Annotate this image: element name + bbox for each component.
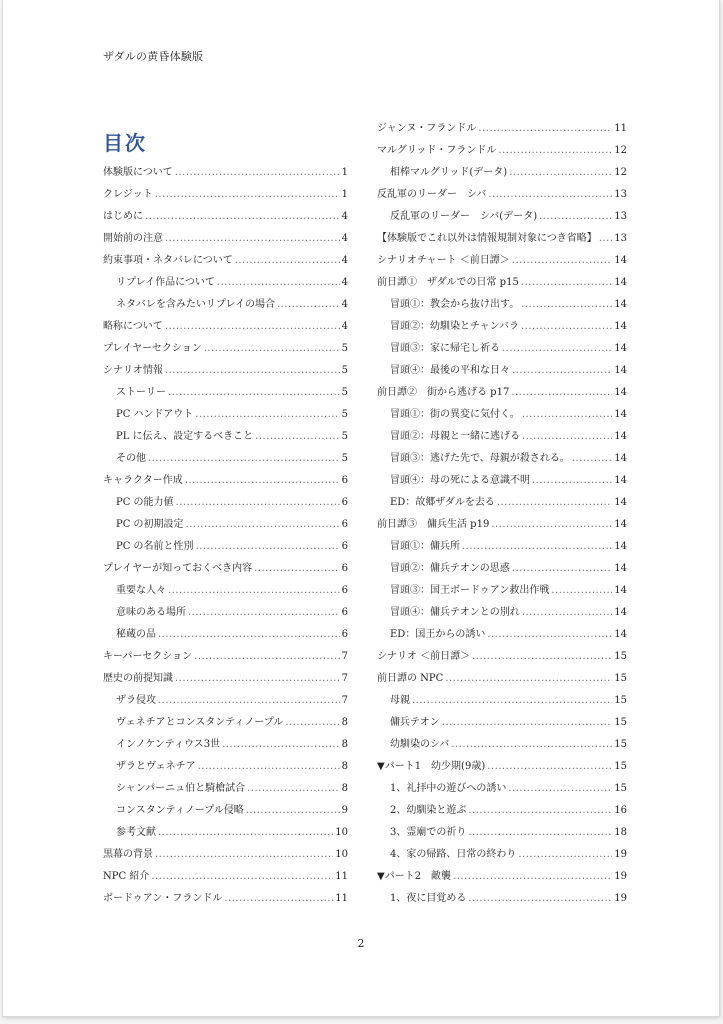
toc-leader-dots (148, 448, 340, 470)
toc-entry[interactable] (103, 426, 348, 448)
toc-entry-page: 15 (614, 717, 627, 728)
toc-entry-title: キーパーセクション (103, 651, 193, 662)
toc-entry[interactable] (377, 426, 627, 448)
toc-entry[interactable] (103, 492, 348, 514)
toc-entry-title: マルグリッド・フランドル (377, 145, 497, 156)
toc-entry-page: 14 (614, 255, 627, 266)
toc-entry[interactable] (377, 470, 627, 492)
toc-leader-dots (445, 668, 612, 690)
toc-entry-page: 4 (341, 255, 348, 266)
toc-entry-title: 冒頭④：傭兵テオンとの別れ (390, 607, 520, 618)
toc-entry-page: 15 (614, 651, 627, 662)
toc-entry-title: ED：国王からの誘い (390, 629, 486, 640)
toc-entry-title: ザラ侵攻 (116, 695, 156, 706)
toc-entry-title: 冒頭②：母親と一緒に逃げる (390, 431, 520, 442)
toc-entry-title: インノケンティウス3世 (116, 739, 221, 750)
toc-entry[interactable] (103, 800, 348, 822)
toc-leader-dots (488, 184, 612, 206)
toc-entry-page: 11 (335, 871, 348, 882)
toc-entry-page: 8 (341, 761, 348, 772)
toc-entry-page: 5 (341, 409, 348, 420)
toc-entry-title: 前日譚③ 傭兵生活 p19 (377, 519, 490, 530)
toc-entry[interactable] (377, 800, 627, 822)
toc-leader-dots (224, 888, 333, 910)
toc-entry-title: 冒頭④：母の死による意識不明 (390, 475, 530, 486)
toc-leader-dots (512, 250, 612, 272)
toc-entry[interactable] (103, 778, 348, 800)
toc-entry[interactable] (103, 338, 348, 360)
toc-leader-dots (521, 272, 612, 294)
toc-entry[interactable] (103, 756, 348, 778)
toc-entry-page: 15 (614, 783, 627, 794)
toc-leader-dots (196, 536, 340, 558)
toc-entry[interactable] (103, 228, 348, 250)
toc-leader-dots (599, 228, 612, 250)
toc-entry-page: 6 (341, 629, 348, 640)
toc-leader-dots (521, 316, 612, 338)
toc-entry-page: 19 (614, 849, 627, 860)
toc-entry[interactable] (377, 514, 627, 536)
toc-entry-title: PC の名前と性別 (116, 541, 194, 552)
toc-entry-title: 4、家の帰路、日常の終わり (390, 849, 517, 860)
toc-entry-page: 4 (341, 299, 348, 310)
toc-entry-page: 14 (614, 519, 627, 530)
toc-entry[interactable] (377, 844, 627, 866)
toc-entry-title: 重要な人々 (116, 585, 166, 596)
toc-entry-page: 14 (614, 453, 627, 464)
toc-entry-title: 反乱軍のリーダー シバ(データ) (390, 211, 538, 222)
toc-entry-title: 2、幼馴染と遊ぶ (390, 805, 467, 816)
toc-leader-dots (168, 382, 340, 404)
toc-entry-page: 14 (614, 343, 627, 354)
toc-leader-dots (572, 448, 612, 470)
toc-entry[interactable] (377, 294, 627, 316)
toc-leader-dots (145, 206, 340, 228)
toc-entry-page: 6 (341, 607, 348, 618)
toc-entry-title: 1、礼拝中の遊びへの誘い (390, 783, 507, 794)
toc-leader-dots (512, 360, 612, 382)
toc-entry-title: ボードゥアン・フランドル (103, 893, 223, 904)
toc-leader-dots (158, 624, 340, 646)
toc-entry-page: 4 (341, 277, 348, 288)
toc-leader-dots (165, 360, 340, 382)
toc-leader-dots (235, 250, 340, 272)
toc-leader-dots (168, 580, 340, 602)
toc-leader-dots (512, 558, 612, 580)
toc-entry-page: 14 (614, 277, 627, 288)
toc-entry-page: 14 (614, 409, 627, 420)
toc-entry-page: 13 (614, 189, 627, 200)
toc-entry[interactable] (103, 602, 348, 624)
toc-entry-title: ザラとヴェネチア (116, 761, 196, 772)
toc-entry-page: 10 (335, 849, 348, 860)
toc-entry-title: 傭兵テオン (390, 717, 440, 728)
toc-leader-dots (451, 734, 612, 756)
toc-leader-dots (151, 866, 333, 888)
toc-entry-title: 略称について (103, 321, 163, 332)
toc-entry-page: 15 (614, 739, 627, 750)
toc-entry-title: ジャンヌ・フランドル (377, 123, 477, 134)
toc-entry[interactable] (103, 690, 348, 712)
toc-entry[interactable] (377, 162, 627, 184)
toc-leader-dots (498, 140, 612, 162)
toc-column-right (377, 118, 627, 910)
toc-entry-page: 19 (614, 893, 627, 904)
toc-entry-title: 歴史の前提知識 (103, 673, 173, 684)
toc-entry-page: 4 (341, 233, 348, 244)
toc-entry-title: ▼パート2 敵襲 (377, 871, 452, 882)
toc-entry[interactable] (377, 866, 627, 888)
toc-entry[interactable] (103, 822, 348, 844)
toc-entry-title: その他 (116, 453, 146, 464)
toc-entry-title: 体験版について (103, 167, 173, 178)
toc-entry[interactable] (377, 184, 627, 206)
toc-entry[interactable] (377, 140, 627, 162)
toc-entry[interactable] (377, 558, 627, 580)
toc-entry-page: 13 (614, 211, 627, 222)
toc-entry-page: 5 (341, 431, 348, 442)
toc-entry[interactable] (103, 470, 348, 492)
toc-entry[interactable] (377, 888, 627, 910)
toc-entry[interactable] (377, 250, 627, 272)
toc-entry-title: 前日譚② 街から逃げる p17 (377, 387, 510, 398)
toc-entry[interactable] (103, 404, 348, 426)
toc-entry-page: 11 (614, 123, 627, 134)
toc-entry-page: 4 (341, 321, 348, 332)
toc-entry[interactable] (103, 294, 348, 316)
toc-leader-dots (502, 338, 612, 360)
toc-leader-dots (175, 668, 340, 690)
toc-entry-title: 3、霊廟での祈り (390, 827, 467, 838)
toc-entry[interactable] (103, 734, 348, 756)
toc-entry-title: 秘蔵の品 (116, 629, 156, 640)
toc-entry-page: 15 (614, 695, 627, 706)
toc-entry[interactable] (377, 756, 627, 778)
toc-entry[interactable] (103, 536, 348, 558)
toc-entry-page: 6 (341, 541, 348, 552)
toc-entry[interactable] (103, 316, 348, 338)
toc-entry[interactable] (377, 712, 627, 734)
toc-entry-title: PC の能力値 (116, 497, 174, 508)
toc-leader-dots (468, 888, 612, 910)
running-header: ザダルの黄昏体験版 (103, 50, 204, 63)
toc-entry[interactable] (377, 822, 627, 844)
toc-leader-dots (518, 844, 612, 866)
toc-entry[interactable] (377, 338, 627, 360)
toc-entry-page: 7 (341, 651, 348, 662)
toc-leader-dots (462, 536, 612, 558)
toc-entry-title: 【体験版でこれ以外は情報規制対象につき省略】 (377, 233, 597, 244)
toc-entry-title: 冒頭①：傭兵所 (390, 541, 460, 552)
toc-entry-page: 14 (614, 431, 627, 442)
toc-entry[interactable] (377, 734, 627, 756)
toc-leader-dots (532, 470, 612, 492)
toc-leader-dots (217, 272, 340, 294)
toc-leader-dots (247, 778, 340, 800)
toc-entry-page: 14 (614, 475, 627, 486)
toc-leader-dots (194, 646, 340, 668)
toc-leader-dots (539, 206, 612, 228)
toc-leader-dots (158, 690, 340, 712)
toc-column-left (103, 162, 348, 910)
toc-entry[interactable] (103, 448, 348, 470)
toc-entry-page: 16 (614, 805, 627, 816)
toc-entry[interactable] (377, 382, 627, 404)
toc-entry[interactable] (103, 888, 348, 910)
toc-entry-title: プレイヤーセクション (103, 343, 202, 354)
toc-entry-title: PC ハンドアウト (116, 409, 194, 420)
toc-entry-title: 冒頭③：家に帰宅し祈る (390, 343, 500, 354)
toc-leader-dots (165, 228, 340, 250)
toc-entry-title: 冒頭②：幼馴染とチャンバラ (390, 321, 519, 332)
toc-entry-title: シナリオチャート ＜前日譚＞ (377, 255, 510, 266)
toc-entry-title: 幼馴染のシバ (390, 739, 450, 750)
toc-entry[interactable] (103, 580, 348, 602)
toc-leader-dots (511, 382, 612, 404)
toc-entry[interactable] (377, 602, 627, 624)
toc-entry-title: シナリオ情報 (103, 365, 163, 376)
toc-leader-dots (551, 580, 612, 602)
toc-leader-dots (198, 756, 340, 778)
toc-entry-page: 5 (341, 343, 348, 354)
toc-entry-page: 19 (614, 871, 627, 882)
toc-entry-page: 6 (341, 563, 348, 574)
toc-entry[interactable] (377, 536, 627, 558)
toc-entry-title: ネタバレを含みたいリプレイの場合 (116, 299, 275, 310)
toc-leader-dots (472, 646, 612, 668)
toc-entry-title: 黒幕の背景 (103, 849, 153, 860)
toc-entry[interactable] (103, 162, 348, 184)
toc-entry-title: 1、夜に目覚める (390, 893, 467, 904)
toc-entry[interactable] (103, 558, 348, 580)
toc-leader-dots (453, 866, 612, 888)
toc-leader-dots (255, 426, 339, 448)
toc-leader-dots (195, 404, 339, 426)
toc-leader-dots (522, 602, 612, 624)
page-number: 2 (357, 937, 365, 950)
toc-entry-page: 14 (614, 497, 627, 508)
toc-leader-dots (188, 602, 340, 624)
toc-entry-page: 7 (341, 695, 348, 706)
toc-entry[interactable] (377, 668, 627, 690)
toc-entry-title: 前日譚の NPC (377, 673, 444, 684)
toc-entry[interactable] (103, 382, 348, 404)
toc-leader-dots (175, 162, 340, 184)
toc-entry[interactable] (377, 316, 627, 338)
toc-entry-page: 8 (341, 717, 348, 728)
toc-entry-page: 14 (614, 387, 627, 398)
toc-entry[interactable] (103, 712, 348, 734)
toc-entry-title: シナリオ ＜前日譚＞ (377, 651, 471, 662)
toc-entry-title: ED：故郷ザダルを去る (390, 497, 495, 508)
toc-entry-title: 参考文献 (116, 827, 156, 838)
toc-entry[interactable] (377, 646, 627, 668)
toc-entry-title: シャンパーニュ伯と騎槍試合 (116, 783, 246, 794)
toc-leader-dots (158, 822, 333, 844)
toc-leader-dots (222, 734, 340, 756)
toc-leader-dots (246, 800, 340, 822)
toc-leader-dots (204, 338, 340, 360)
toc-entry-page: 6 (341, 497, 348, 508)
toc-leader-dots (155, 184, 340, 206)
toc-leader-dots (165, 316, 340, 338)
toc-entry-title: PC の初期設定 (116, 519, 184, 530)
toc-entry-page: 12 (614, 145, 627, 156)
toc-leader-dots (522, 426, 612, 448)
toc-entry-page: 15 (614, 761, 627, 772)
toc-entry-page: 5 (341, 387, 348, 398)
toc-entry[interactable] (103, 514, 348, 536)
toc-entry[interactable] (377, 118, 627, 140)
toc-entry[interactable] (103, 844, 348, 866)
toc-entry-page: 1 (341, 189, 348, 200)
toc-entry-title: コンスタンティノープル侵略 (116, 805, 244, 816)
toc-entry-page: 14 (614, 563, 627, 574)
toc-leader-dots (176, 492, 340, 514)
toc-leader-dots (442, 712, 612, 734)
toc-leader-dots (277, 294, 340, 316)
toc-entry-title: 冒頭①：街の異変に気付く。 (390, 409, 520, 420)
toc-entry[interactable] (377, 360, 627, 382)
toc-entry[interactable] (377, 778, 627, 800)
toc-entry-page: 8 (341, 783, 348, 794)
toc-leader-dots (487, 624, 612, 646)
toc-entry-page: 5 (341, 453, 348, 464)
toc-leader-dots (468, 800, 612, 822)
toc-leader-dots (478, 118, 612, 140)
document-page (3, 0, 719, 1016)
toc-entry[interactable] (377, 206, 627, 228)
toc-entry-page: 6 (341, 585, 348, 596)
toc-entry[interactable] (377, 624, 627, 646)
toc-entry[interactable] (103, 272, 348, 294)
toc-entry-title: ▼パート1 幼少期(9歳) (377, 761, 486, 772)
toc-entry[interactable] (377, 272, 627, 294)
toc-entry-title: はじめに (103, 211, 143, 222)
toc-leader-dots (254, 558, 340, 580)
toc-entry-page: 1 (341, 167, 348, 178)
toc-entry-page: 14 (614, 629, 627, 640)
toc-entry-page: 14 (614, 321, 627, 332)
toc-leader-dots (497, 492, 612, 514)
toc-entry-page: 13 (614, 233, 627, 244)
toc-leader-dots (487, 756, 612, 778)
toc-entry[interactable] (103, 624, 348, 646)
toc-entry-title: ヴェネチアとコンスタンティノープル (116, 717, 284, 728)
toc-entry-page: 7 (341, 673, 348, 684)
toc-entry-title: PL に伝え、設定するべきこと (116, 431, 254, 442)
toc-entry-title: リプレイ作品について (116, 277, 215, 288)
toc-entry[interactable] (103, 360, 348, 382)
toc-entry[interactable] (103, 866, 348, 888)
toc-entry-page: 14 (614, 541, 627, 552)
toc-leader-dots (186, 514, 340, 536)
toc-entry-title: 冒頭④：最後の平和な日々 (390, 365, 510, 376)
toc-entry-page: 10 (335, 827, 348, 838)
toc-entry-page: 4 (341, 211, 348, 222)
toc-leader-dots (508, 778, 612, 800)
toc-entry[interactable] (103, 206, 348, 228)
toc-entry-page: 15 (614, 673, 627, 684)
toc-entry-title: 前日譚① ザダルでの日常 p15 (377, 277, 519, 288)
toc-entry[interactable] (377, 448, 627, 470)
toc-entry[interactable] (103, 646, 348, 668)
toc-entry[interactable] (103, 250, 348, 272)
toc-leader-dots (155, 844, 333, 866)
toc-leader-dots (491, 514, 612, 536)
toc-entry-title: 開始前の注意 (103, 233, 163, 244)
toc-leader-dots (521, 294, 612, 316)
toc-entry-title: 冒頭②：傭兵テオンの思惑 (390, 563, 510, 574)
toc-entry-title: ストーリー (116, 387, 166, 398)
toc-entry-title: キャラクター作成 (103, 475, 183, 486)
toc-entry-title: 母親 (390, 695, 410, 706)
toc-leader-dots (185, 470, 340, 492)
toc-entry-page: 6 (341, 519, 348, 530)
toc-entry-page: 14 (614, 299, 627, 310)
toc-entry-page: 14 (614, 607, 627, 618)
toc-leader-dots (522, 404, 612, 426)
toc-leader-dots (509, 162, 612, 184)
toc-leader-dots (468, 822, 612, 844)
toc-entry-title: 冒頭③：国王ボードゥアン救出作戦 (390, 585, 550, 596)
toc-entry-page: 11 (335, 893, 348, 904)
toc-entry[interactable] (377, 404, 627, 426)
toc-entry-page: 18 (614, 827, 627, 838)
toc-entry-page: 9 (341, 805, 348, 816)
toc-entry-page: 12 (614, 167, 627, 178)
toc-entry-title: 反乱軍のリーダー シバ (377, 189, 487, 200)
toc-title: 目次 (103, 131, 147, 155)
toc-entry-title: NPC 紹介 (103, 871, 150, 882)
toc-entry[interactable] (103, 184, 348, 206)
toc-entry-title: 冒頭③：逃げた先で、母親が殺される。 (390, 453, 570, 464)
toc-entry-page: 8 (341, 739, 348, 750)
toc-leader-dots (412, 690, 612, 712)
toc-entry[interactable] (377, 228, 627, 250)
toc-entry-title: 約束事項・ネタバレについて (103, 255, 233, 266)
toc-leader-dots (285, 712, 339, 734)
toc-entry-title: プレイヤーが知っておくべき内容 (103, 563, 253, 574)
toc-entry-page: 5 (341, 365, 348, 376)
toc-entry-page: 6 (341, 475, 348, 486)
toc-entry[interactable] (377, 492, 627, 514)
toc-entry-title: 意味のある場所 (116, 607, 186, 618)
toc-entry-page: 14 (614, 585, 627, 596)
toc-entry-title: 相棒マルグリッド(データ) (390, 167, 508, 178)
toc-entry[interactable] (377, 690, 627, 712)
toc-entry[interactable] (377, 580, 627, 602)
toc-entry-title: 冒頭①：教会から抜け出す。 (390, 299, 520, 310)
toc-entry[interactable] (103, 668, 348, 690)
toc-entry-page: 14 (614, 365, 627, 376)
toc-entry-title: クレジット (103, 189, 153, 200)
